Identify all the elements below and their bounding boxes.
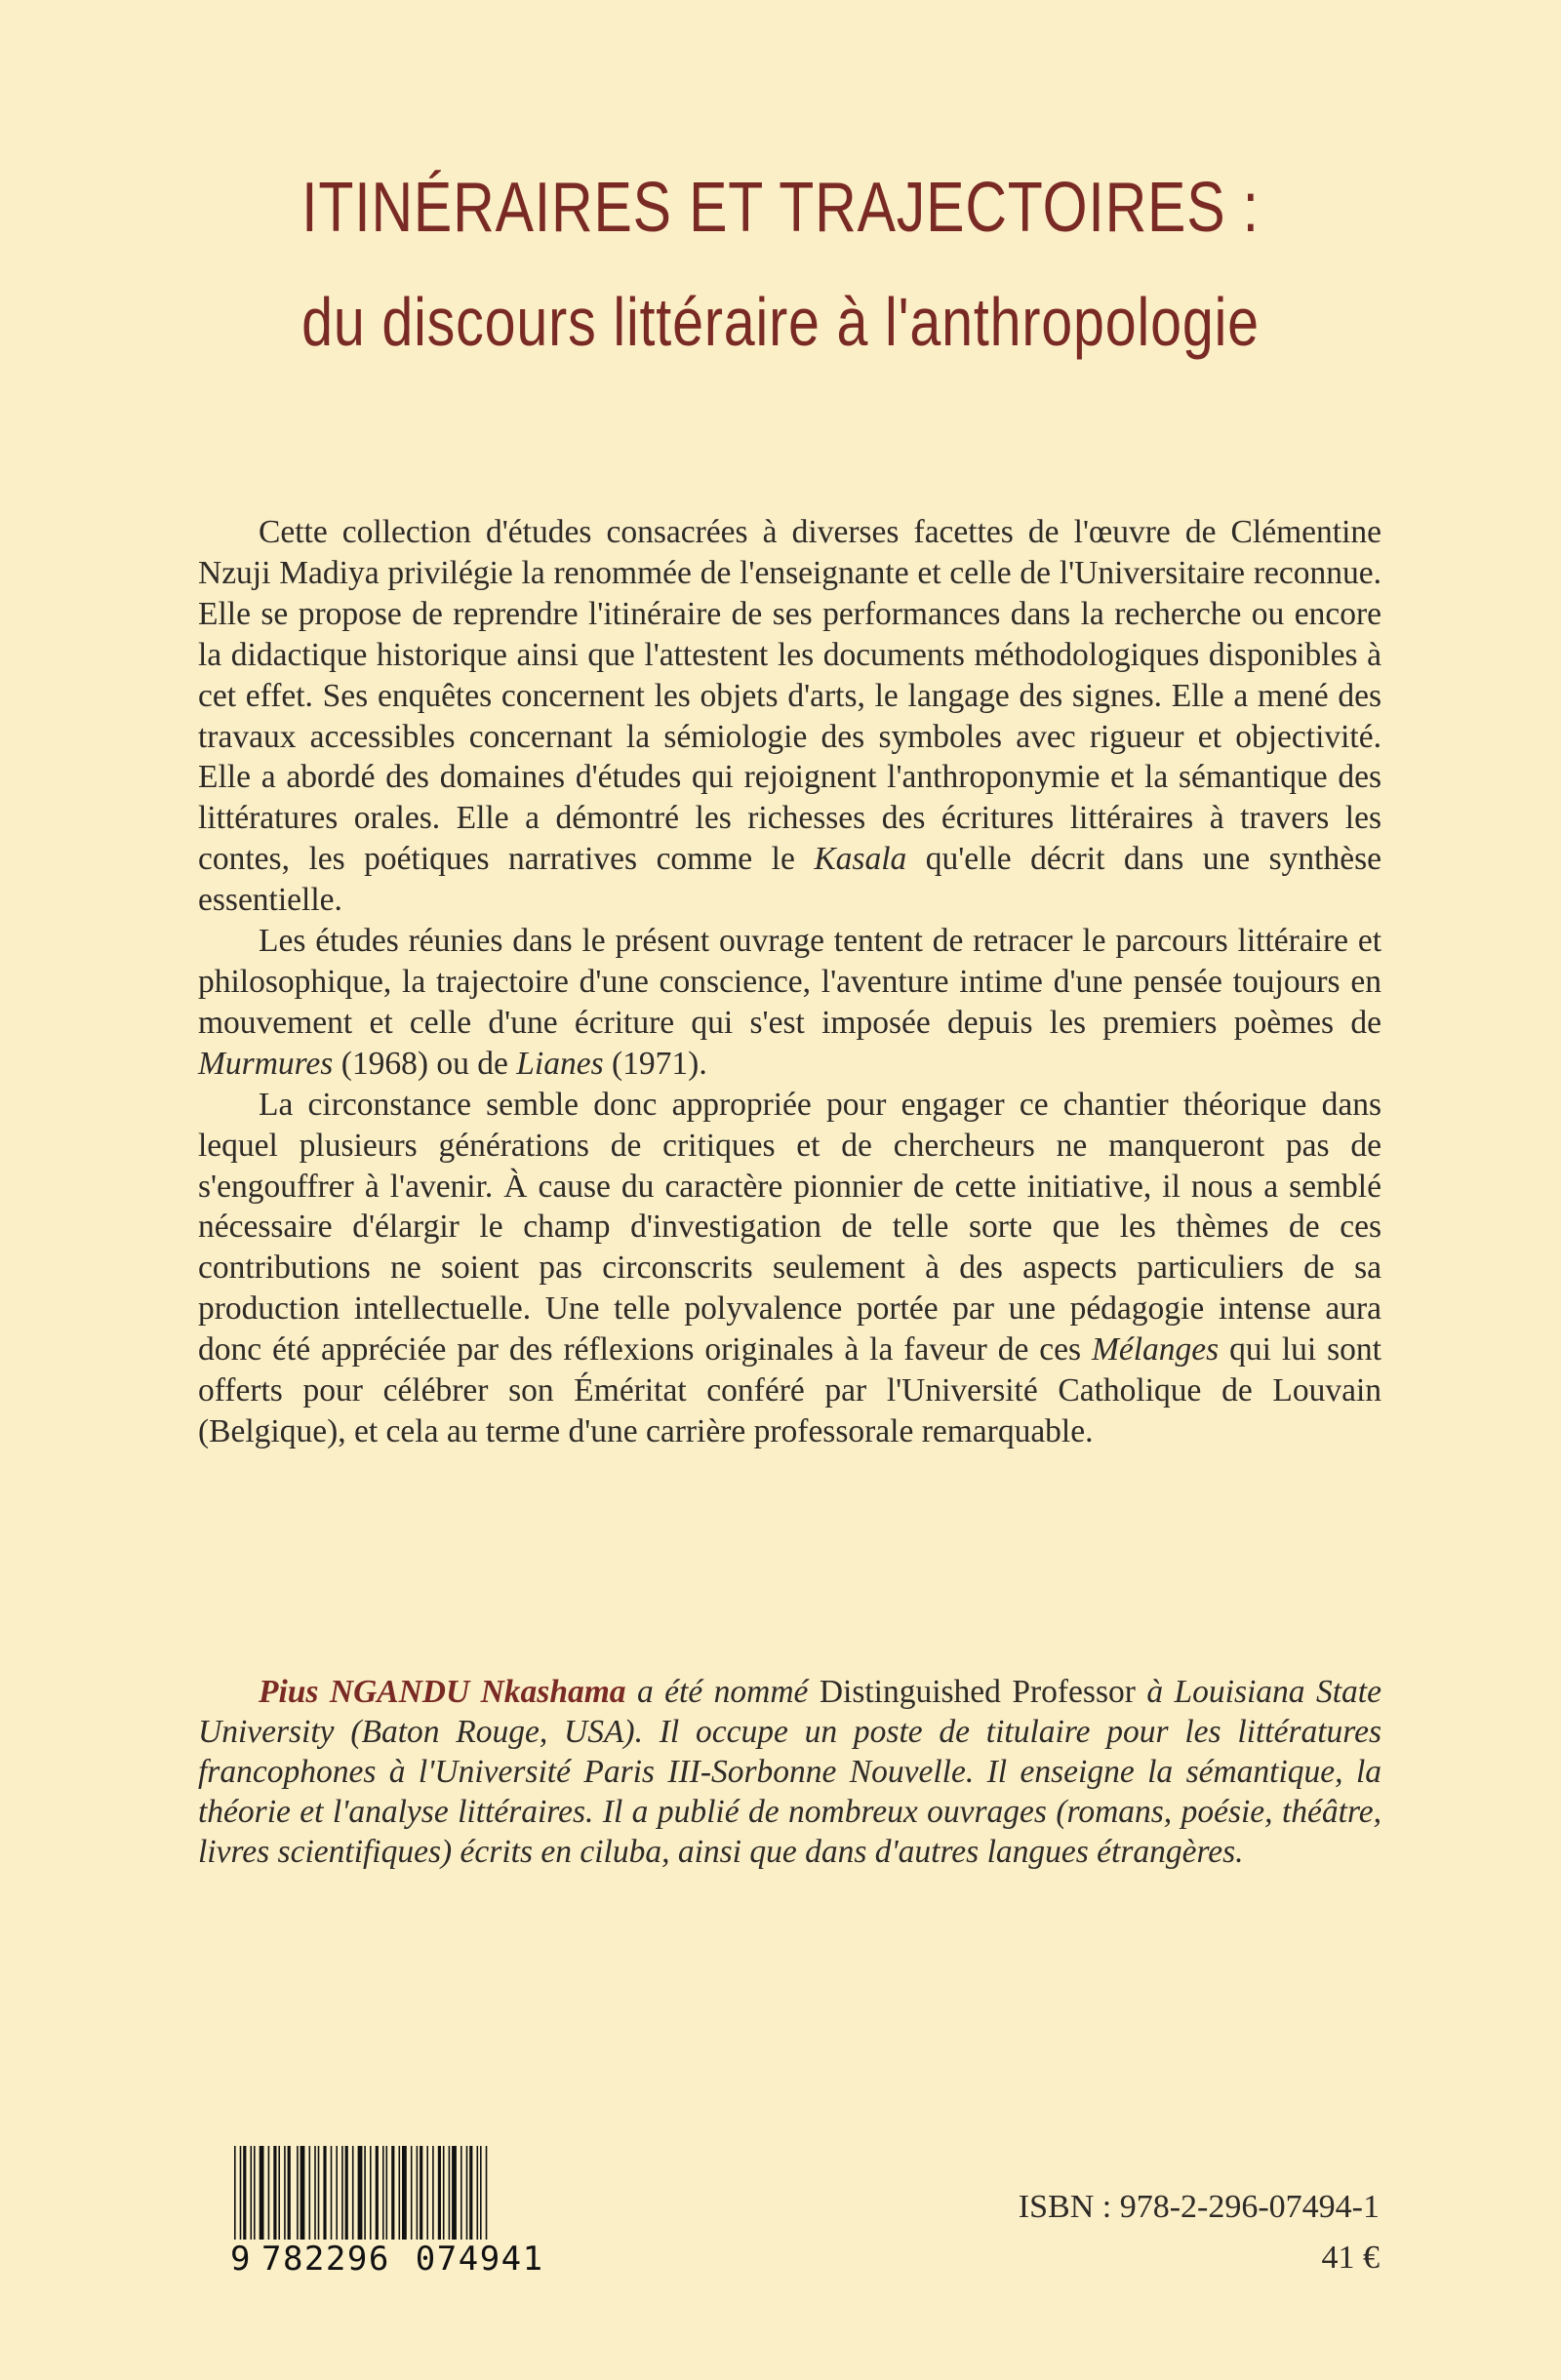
barcode-bar bbox=[438, 2146, 441, 2240]
barcode-bar bbox=[234, 2146, 236, 2240]
kasala-title: Kasala bbox=[814, 841, 907, 878]
barcode-bar bbox=[323, 2146, 326, 2240]
barcode-bar bbox=[452, 2146, 457, 2240]
barcode-bar bbox=[417, 2146, 419, 2240]
barcode-bar bbox=[358, 2146, 363, 2240]
summary-text bbox=[198, 512, 1381, 1452]
title-line-1: ITINÉRAIRES ET TRAJECTOIRES : bbox=[301, 169, 1260, 247]
barcode-bar bbox=[336, 2146, 338, 2240]
barcode-bar bbox=[309, 2146, 311, 2240]
author-name: Pius NGANDU Nkashama bbox=[259, 1674, 626, 1710]
paragraph-3 bbox=[198, 1085, 1381, 1452]
barcode-bar bbox=[260, 2146, 264, 2240]
barcode-bar bbox=[352, 2146, 354, 2240]
barcode-bar bbox=[254, 2146, 256, 2240]
barcode-bar bbox=[268, 2146, 270, 2240]
barcode-bar bbox=[420, 2146, 422, 2240]
paragraph-3-text-b: qui lui sont offerts pour célébrer son Éméritat conféré par l'Université Catholique de Louvain (Belgique), et cela au terme d'une carrière professorale remarquable. bbox=[198, 1331, 1381, 1449]
barcode-bar bbox=[477, 2146, 479, 2240]
barcode-bar bbox=[443, 2146, 445, 2240]
melanges-title: Mélanges bbox=[1091, 1331, 1220, 1368]
barcode-bar bbox=[386, 2146, 388, 2240]
paragraph-1-text-b: qu'elle décrit dans une synthèse essentielle. bbox=[198, 841, 1381, 919]
barcode-bar bbox=[449, 2146, 451, 2240]
title-line-2: du discours littéraire à l'anthropologie bbox=[301, 284, 1260, 360]
barcode-bar bbox=[402, 2146, 407, 2240]
barcode-bar bbox=[297, 2146, 299, 2240]
barcode-bar bbox=[243, 2146, 246, 2240]
barcode-bar bbox=[345, 2146, 348, 2240]
barcode-bars bbox=[230, 2146, 533, 2240]
barcode-bar bbox=[284, 2146, 286, 2240]
barcode-bar bbox=[466, 2146, 468, 2240]
isbn: ISBN : 978-2-296-07494-1 bbox=[1018, 2189, 1380, 2225]
barcode-bar bbox=[273, 2146, 276, 2240]
barcode-bar bbox=[251, 2146, 253, 2240]
paragraph-2 bbox=[198, 921, 1381, 1085]
barcode-bar bbox=[460, 2146, 462, 2240]
barcode-bar bbox=[426, 2146, 428, 2240]
paragraph-1-text-a: Cette collection d'études consacrées à diverses facettes de l'œuvre de Clémentine Nzuji Madiya privilégie la renommée de l'enseignante et celle de l'Universitaire reconnue. Elle se propose de reprendre l'itinéraire de ses performances dans la recherche ou encore la didactique historique ainsi que l'attestent les documents méthodologiques disponibles à cet effet. Ses enquêtes concernent les objets d'arts, le langage des signes. Elle a mené des travaux accessibles concernant la sémiologie des symboles avec rigueur et objectivité. Elle a abordé des domaines d'études qui rejoignent l'anthroponymie et la sémantique des littératures orales. Elle a démontré les richesses des écritures littéraires à travers les contes, les poétiques narratives comme le bbox=[198, 514, 1381, 878]
barcode-bar bbox=[432, 2146, 434, 2240]
author-title: Distinguished Professor bbox=[819, 1674, 1136, 1710]
paragraph-2-text-b: (1968) ou de bbox=[333, 1045, 517, 1082]
barcode-digits bbox=[230, 2240, 542, 2279]
barcode-bar bbox=[314, 2146, 316, 2240]
author-bio-text-a: a été nommé bbox=[625, 1674, 820, 1710]
author-bio-text-b: à Louisiana State University (Baton Rouge, USA). Il occupe un poste de titulaire pour les littératures francophones à l'Université Paris III-Sorbonne Nouvelle. Il enseigne la sémantique, la théorie et l'analyse littéraires. Il a publié de nombreux ouvrages (romans, poésie, théâtre, livres scientifiques) écrits en ciluba, ainsi que dans d'autres langues étrangères. bbox=[198, 1674, 1381, 1870]
barcode-bar bbox=[391, 2146, 394, 2240]
barcode-bar bbox=[399, 2146, 401, 2240]
barcode-bar bbox=[370, 2146, 372, 2240]
barcode-bar bbox=[376, 2146, 379, 2240]
barcode-group-2: 074941 bbox=[415, 2240, 544, 2279]
barcode-bar bbox=[300, 2146, 305, 2240]
barcode-bar bbox=[331, 2146, 333, 2240]
barcode-bar bbox=[240, 2146, 242, 2240]
paragraph-2-text-c: (1971). bbox=[603, 1045, 707, 1082]
paragraph-1 bbox=[198, 512, 1381, 921]
barcode-lead-digit: 9 bbox=[230, 2240, 252, 2279]
price: 41 € bbox=[1321, 2240, 1380, 2276]
paragraph-3-text-a: La circonstance semble donc appropriée pour engager ce chantier théorique dans lequel plusieurs générations de critiques et de chercheurs ne manqueront pas de s'engouffrer à l'avenir. À cause du caractère pionnier de cette initiative, il nous a semblé nécessaire d'élargir le champ d'investigation de telle sorte que les thèmes de ces contributions ne soient pas circonscrits seulement à des aspects particuliers de sa production intellectuelle. Une telle polyvalence portée par une pédagogie intense aura donc été appréciée par des réflexions originales à la faveur de ces bbox=[198, 1086, 1381, 1368]
lianes-title: Lianes bbox=[516, 1045, 604, 1082]
barcode-bar bbox=[364, 2146, 366, 2240]
barcode-group-1: 782296 bbox=[260, 2240, 390, 2279]
barcode-bar bbox=[469, 2146, 472, 2240]
barcode-bar bbox=[288, 2146, 291, 2240]
barcode-bar bbox=[318, 2146, 320, 2240]
author-bio bbox=[198, 1672, 1381, 1872]
murmures-title: Murmures bbox=[198, 1045, 334, 1082]
barcode-bar bbox=[480, 2146, 482, 2240]
barcode-bar bbox=[486, 2146, 488, 2240]
barcode-bar bbox=[278, 2146, 280, 2240]
barcode-bar bbox=[411, 2146, 413, 2240]
paragraph-2-text-a: Les études réunies dans le présent ouvrage tentent de retracer le parcours littéraire et philosophique, la trajectoire d'une conscience, l'aventure intime d'une pensée toujours en mouvement et celle d'une écriture qui s'est imposée depuis les premiers poèmes de bbox=[198, 923, 1381, 1041]
barcode-bar bbox=[382, 2146, 384, 2240]
barcode-bar bbox=[341, 2146, 343, 2240]
